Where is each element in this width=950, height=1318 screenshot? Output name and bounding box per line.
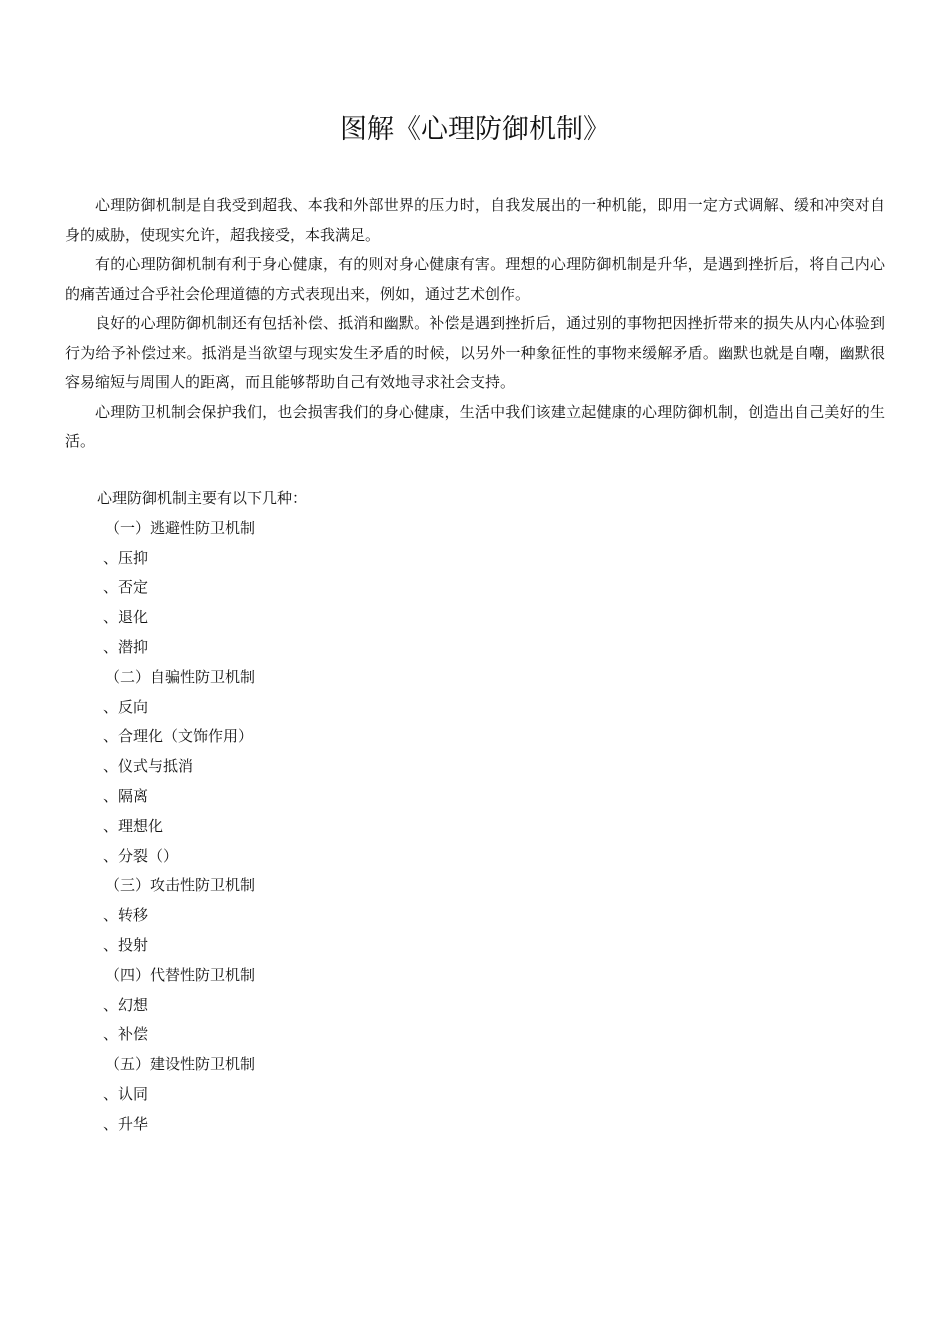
list-item: 、潜抑 [103,637,149,656]
mechanism-list-section [65,484,885,1140]
list-item: 、投射 [103,935,149,954]
mechanism-list [65,514,885,1140]
paragraph: 良好的心理防御机制还有包括补偿、抵消和幽默。补偿是遇到挫折后，通过别的事物把因挫折带来的损失从内心体验到行为给予补偿过来。抵消是当欲望与现实发生矛盾的时候，以另外一种象征性的事物来缓解矛盾。幽默也就是自嘲，幽默很容易缩短与周围人的距离，而且能够帮助自己有效地寻求社会支持。 [65,314,885,391]
list-category: （一）逃避性防卫机制 [105,518,256,537]
list-category: （三）攻击性防卫机制 [105,876,256,895]
document-title: 图解《心理防御机制》 [340,114,610,145]
list-item: 、转移 [103,906,149,925]
paragraph: 有的心理防御机制有利于身心健康，有的则对身心健康有害。理想的心理防御机制是升华，是遇到挫折后，将自己内心的痛苦通过合乎社会伦理道德的方式表现出来，例如，通过艺术创作。 [65,255,885,303]
list-item: 、反向 [103,697,149,716]
list-intro: 心理防御机制主要有以下几种： [97,489,308,507]
list-item: 、仪式与抵消 [103,757,194,776]
list-item: 、理想化 [103,816,164,835]
paragraph: 心理防卫机制会保护我们，也会损害我们的身心健康，生活中我们该建立起健康的心理防御机制，创造出自己美好的生活。 [65,402,885,450]
list-item: 、合理化（文饰作用） [103,727,254,746]
list-category: （四）代替性防卫机制 [105,965,256,984]
paragraph: 心理防御机制是自我受到超我、本我和外部世界的压力时，自我发展出的一种机能，即用一定方式调解、缓和冲突对自身的威胁，使现实允许，超我接受，本我满足。 [65,196,885,244]
list-category: （五）建设性防卫机制 [105,1055,256,1074]
list-item: 、压抑 [103,548,149,567]
list-item: 、否定 [103,578,149,597]
list-item: 、隔离 [103,786,149,805]
list-item: 、退化 [103,608,149,627]
list-item: 、补偿 [103,1025,149,1044]
list-category: （二）自骗性防卫机制 [105,667,256,686]
document-body [65,191,885,457]
list-item: 、幻想 [103,995,149,1014]
list-item: 、认同 [103,1084,149,1103]
list-item: 、升华 [103,1114,149,1133]
list-item: 、分裂（） [103,846,179,865]
